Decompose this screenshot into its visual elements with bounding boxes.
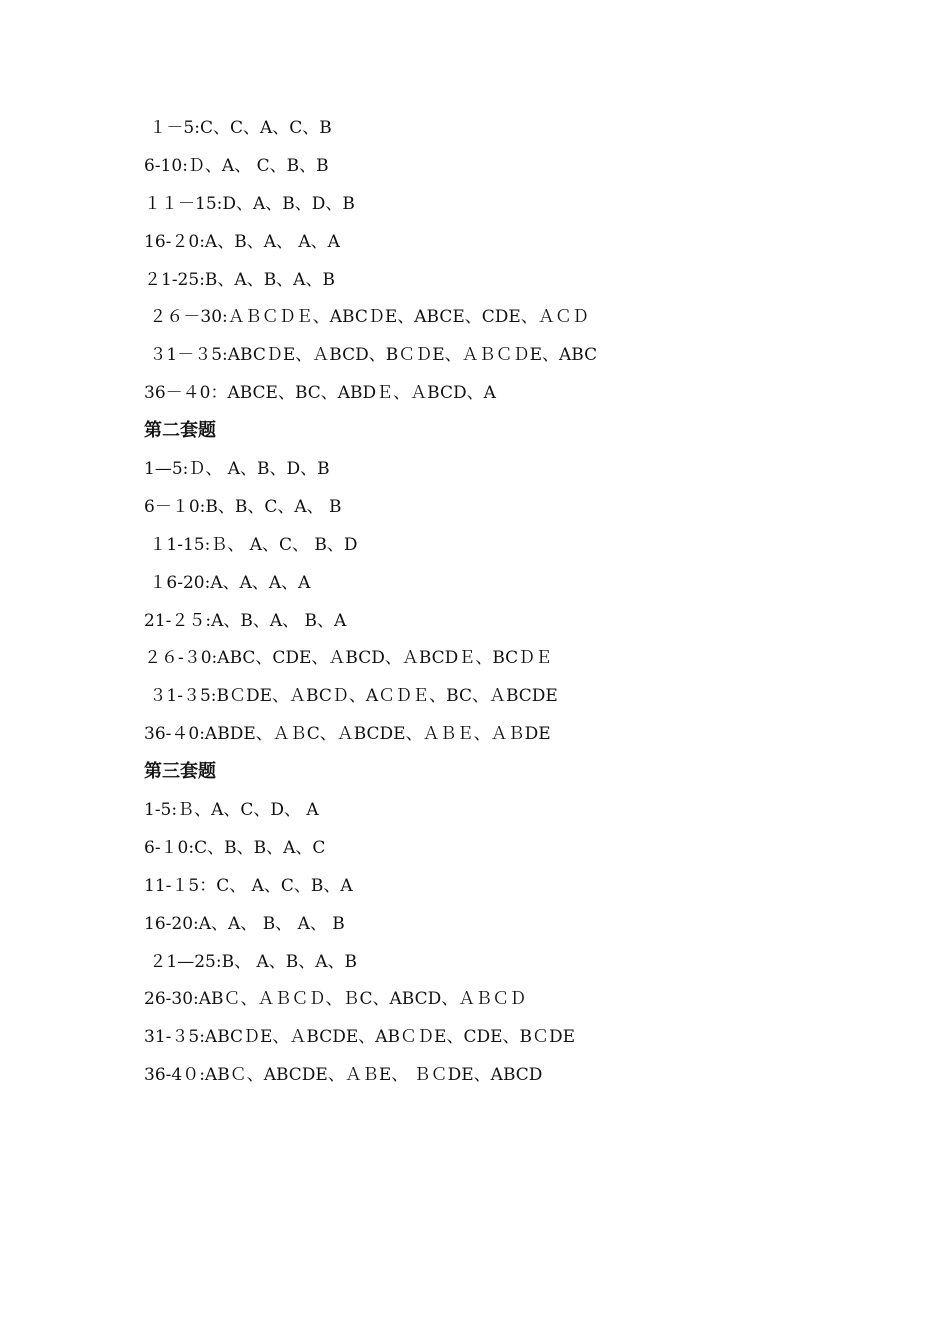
- answer-line-set1-36-40: 36－４0：ABCE、BC、ABDＥ、ＡBCD、A: [144, 383, 496, 404]
- answer-line-set1-31-35: ３1－３5:ABCＤE、ＡBCD、BＣＤE、ＡＢＣＤE、ABC: [144, 345, 598, 366]
- answer-line-set2-6-10: 6－１0:B、B、C、A、 B: [144, 496, 342, 517]
- answer-line-set3-21-25: ２1—25:B、 A、B、A、B: [144, 951, 358, 972]
- answer-line-set3-6-10: 6-１0:C、B、B、A、C: [144, 837, 326, 858]
- answer-line-set2-1-5: 1—5:Ｄ、 A、B、D、B: [144, 459, 330, 480]
- answer-key: [144, 113, 864, 1098]
- answer-line-set1-21-25: ２1-25:B、A、B、A、B: [144, 269, 335, 290]
- answer-line-set3-11-15: 11-１5：C、 A、C、B、A: [144, 875, 353, 896]
- answer-line-set1-16-20: 16-２0:A、B、A、 A、A: [144, 231, 340, 252]
- answer-line-set2-16-20: １6-20:A、A、A、A: [144, 572, 311, 593]
- answer-line-set1-1-5: １－5:C、C、A、C、B: [144, 118, 332, 138]
- answer-line-set1-6-10: 6-10:Ｄ、A、 C、B、B: [144, 155, 329, 176]
- answer-line-set2-36-40: 36-４0:ABDE、ＡＢC、ＡBCDE、ＡＢＥ、ＡＢDE: [144, 724, 551, 745]
- section-heading-set3: 第三套题: [144, 761, 216, 783]
- section-heading-set2: 第二套题: [144, 420, 216, 442]
- answer-line-set3-26-30: 26-30:ABＣ、ＡＢＣＤ、ＢC、ABCD、ＡＢＣＤ: [144, 989, 527, 1010]
- answer-line-set3-36-40: 36-4０:ABＣ、ABCDE、ＡＢE、 ＢＣDE、ABCD: [144, 1065, 543, 1086]
- answer-line-set3-16-20: 16-20:A、A、 B、 A、 B: [144, 913, 345, 934]
- answer-line-set2-21-25: 21-２５:A、B、A、 B、A: [144, 610, 347, 631]
- answer-line-set2-31-35: ３1-３5:BＣDE、ＡBCＤ、AＣＤＥ、BC、ＡBCDE: [144, 686, 558, 707]
- answer-line-set1-11-15: １１－15:D、A、B、D、B: [144, 193, 355, 214]
- answer-line-set1-26-30: ２６－30:ＡＢＣＤＥ、ABCＤE、ABCE、CDE、ＡＣＤ: [144, 307, 589, 328]
- answer-line-set3-31-35: 31-３5:ABCＤE、ＡBCDE、ABＣＤE、CDE、BＣDE: [144, 1027, 576, 1048]
- answer-line-set2-26-30: ２６-３0:ABC、CDE、ＡBCD、ＡBCDＥ、BCＤＥ: [144, 648, 553, 669]
- answer-line-set3-1-5: 1-5:Ｂ、A、C、D、 A: [144, 800, 319, 821]
- answer-line-set2-11-15: １1-15:Ｂ、 A、C、 B、D: [144, 534, 358, 555]
